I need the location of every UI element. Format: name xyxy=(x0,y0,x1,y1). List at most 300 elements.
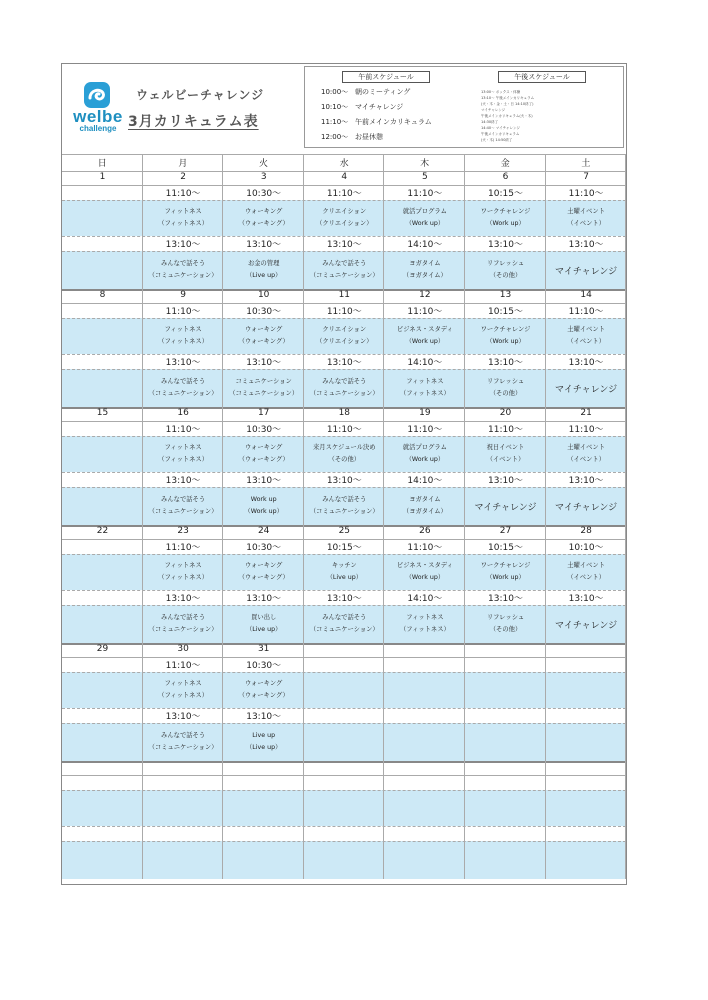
date-number: 20 xyxy=(499,408,512,418)
weekday-label: 日 xyxy=(97,159,107,169)
date-number: 30 xyxy=(177,644,189,654)
am-start-time: 10:30〜 xyxy=(246,307,282,317)
pm-schedule-row: (火・木・金・土・日 14:10終了) xyxy=(481,102,534,106)
am-activity-name: フィットネス xyxy=(164,562,202,569)
am-activity-category: （フィットネス） xyxy=(158,692,208,699)
am-activity-name: フィットネス xyxy=(164,444,202,451)
am-activity-cell xyxy=(62,790,143,826)
pm-time-cell xyxy=(546,826,627,841)
am-activity-category: （Work up） xyxy=(486,338,525,345)
pm-activity-name: ヨガタイム xyxy=(409,496,441,503)
pm-time-cell xyxy=(384,826,465,841)
pm-activity-name: みんなで話そう xyxy=(161,614,206,621)
am-activity-name: 祝日イベント xyxy=(486,444,525,451)
pm-schedule-row: 13:10〜 午後メインカリキュラム xyxy=(481,96,535,100)
date-number: 29 xyxy=(96,644,109,654)
pm-activity-name: みんなで話そう xyxy=(161,732,206,739)
pm-start-time: 13:10〜 xyxy=(165,358,201,368)
pm-activity-name: フィットネス xyxy=(406,614,444,621)
am-schedule-row: 10:00〜 朝のミーティング xyxy=(321,88,411,96)
am-start-time: 11:10〜 xyxy=(326,425,362,435)
pm-time-cell xyxy=(223,826,304,841)
am-activity-cell xyxy=(62,436,143,472)
curriculum-sheet xyxy=(61,63,627,885)
am-schedule-row: 10:10〜 マイチャレンジ xyxy=(321,103,404,111)
date-number: 4 xyxy=(341,172,348,182)
date-number: 24 xyxy=(257,526,270,536)
date-number: 15 xyxy=(96,408,109,418)
am-start-time: 11:10〜 xyxy=(407,425,443,435)
pm-time-cell xyxy=(465,708,546,723)
pm-start-time: 13:10〜 xyxy=(568,476,604,486)
pm-activity-name: Live up xyxy=(252,732,276,739)
date-cell xyxy=(546,761,627,775)
am-start-time: 11:10〜 xyxy=(568,189,604,199)
am-activity-cell xyxy=(62,318,143,354)
pm-start-time: 14:10〜 xyxy=(407,594,443,604)
pm-start-time: 13:10〜 xyxy=(246,594,282,604)
am-activity-cell xyxy=(546,790,627,826)
am-activity-category: （その他） xyxy=(328,456,361,463)
am-start-time: 10:15〜 xyxy=(488,543,523,553)
logo-word: welbe xyxy=(73,107,123,126)
am-activity-category: （イベント） xyxy=(567,574,605,581)
date-number: 14 xyxy=(580,290,592,300)
pm-time-cell xyxy=(62,708,143,723)
weekday-label: 土 xyxy=(581,159,591,169)
logo xyxy=(70,82,126,132)
am-time-cell xyxy=(143,775,224,790)
date-number: 19 xyxy=(419,408,431,418)
am-activity-cell xyxy=(465,790,546,826)
pm-start-time: 13:10〜 xyxy=(488,240,523,250)
am-time-cell xyxy=(465,657,546,672)
date-number: 8 xyxy=(99,290,106,300)
pm-schedule-row: 午後メインカリキュラム(火・木) xyxy=(481,114,533,118)
weekday-label: 火 xyxy=(258,159,268,169)
pm-activity-category: （ヨガタイム） xyxy=(402,508,447,515)
am-schedule-title: 午前スケジュール xyxy=(342,71,430,83)
pm-activity-name: マイチャレンジ xyxy=(555,503,618,513)
date-number: 18 xyxy=(338,408,351,418)
date-number: 5 xyxy=(422,172,428,182)
logo-subword: challenge xyxy=(79,124,117,133)
am-activity-name: ウォーキング xyxy=(245,444,283,451)
pm-schedule-row: 13:00〜 ボックス・体操 xyxy=(481,90,521,94)
pm-activity-category: （Work up） xyxy=(244,508,283,515)
pm-activity-name: 買い出し xyxy=(251,614,277,621)
date-cell xyxy=(304,761,385,775)
am-start-time: 11:10〜 xyxy=(568,307,604,317)
am-activity-name: ビジネス・スタディ xyxy=(396,562,453,569)
pm-activity-cell xyxy=(465,723,546,761)
am-activity-name: 土曜イベント xyxy=(567,562,605,569)
pm-start-time: 13:10〜 xyxy=(165,712,201,722)
pm-activity-name: お金の管理 xyxy=(247,260,280,267)
pm-start-time: 14:10〜 xyxy=(407,240,443,250)
pm-time-cell xyxy=(62,354,143,369)
pm-activity-cell xyxy=(62,251,143,289)
am-time-cell xyxy=(62,657,143,672)
am-start-time: 11:10〜 xyxy=(165,307,201,317)
am-time-cell xyxy=(62,185,143,200)
pm-start-time: 13:10〜 xyxy=(326,476,362,486)
grid-rule xyxy=(62,251,626,252)
pm-start-time: 13:10〜 xyxy=(326,358,362,368)
date-cell xyxy=(223,761,304,775)
grid-rule xyxy=(62,605,626,606)
pm-activity-name: みんなで話そう xyxy=(161,378,206,385)
grid-rule xyxy=(62,487,626,488)
am-activity-name: ウォーキング xyxy=(245,326,283,333)
pm-activity-cell xyxy=(62,841,143,879)
am-activity-cell xyxy=(62,554,143,590)
pm-start-time: 13:10〜 xyxy=(165,476,201,486)
pm-activity-name: マイチャレンジ xyxy=(474,503,537,513)
pm-schedule-row: 14:40〜 マイチャレンジ xyxy=(481,126,520,130)
am-start-time: 11:10〜 xyxy=(407,543,443,553)
am-start-time: 10:15〜 xyxy=(326,543,362,553)
grid-rule xyxy=(62,841,626,842)
pm-schedule-list xyxy=(481,89,621,143)
date-number: 27 xyxy=(499,526,512,536)
am-activity-name: フィットネス xyxy=(164,326,202,333)
date-number: 12 xyxy=(419,290,431,300)
grid-rule xyxy=(62,554,626,555)
pm-activity-cell xyxy=(384,841,465,879)
am-activity-category: （Work up） xyxy=(405,456,445,463)
am-activity-category: （Work up） xyxy=(405,220,445,227)
am-start-time: 10:30〜 xyxy=(246,189,282,199)
date-number: 31 xyxy=(257,644,270,654)
grid-rule xyxy=(62,200,626,201)
pm-activity-cell xyxy=(465,841,546,879)
sheet-header xyxy=(62,64,626,155)
am-time-cell xyxy=(465,775,546,790)
pm-activity-name: リフレッシュ xyxy=(486,378,525,385)
pm-activity-category: （コミュニケーション） xyxy=(309,272,379,279)
am-activity-name: 土曜イベント xyxy=(567,444,605,451)
pm-activity-cell xyxy=(62,605,143,643)
pm-activity-category: （コミュニケーション） xyxy=(148,626,218,633)
pm-start-time: 13:10〜 xyxy=(568,240,604,250)
am-time-cell xyxy=(62,303,143,318)
am-activity-category: （フィットネス） xyxy=(158,338,208,345)
am-activity-category: （ウォーキング） xyxy=(238,338,289,345)
date-number: 25 xyxy=(338,526,351,536)
pm-time-cell xyxy=(62,472,143,487)
am-time-cell xyxy=(223,775,304,790)
am-activity-category: （イベント） xyxy=(567,220,605,227)
page-title: 3月カリキュラム表 xyxy=(128,114,259,130)
am-start-time: 11:10〜 xyxy=(165,425,201,435)
date-number: 7 xyxy=(583,172,589,182)
pm-time-cell xyxy=(304,708,385,723)
pm-start-time: 13:10〜 xyxy=(568,594,604,604)
am-activity-name: クリエイション xyxy=(322,208,367,215)
pm-time-cell xyxy=(143,826,224,841)
pm-activity-category: （コミュニケーション） xyxy=(148,272,218,279)
pm-start-time: 13:10〜 xyxy=(165,594,201,604)
am-start-time: 10:10〜 xyxy=(568,543,604,553)
pm-time-cell xyxy=(465,826,546,841)
am-activity-category: （フィットネス） xyxy=(158,220,208,227)
am-activity-cell xyxy=(304,790,385,826)
am-activity-name: 就活プログラム xyxy=(402,208,447,215)
grid-rule xyxy=(62,318,626,319)
date-number: 21 xyxy=(580,408,592,418)
pm-activity-name: みんなで話そう xyxy=(322,378,367,385)
pm-time-cell xyxy=(546,708,627,723)
pm-activity-category: （コミュニケーション） xyxy=(309,508,379,515)
am-activity-cell xyxy=(465,672,546,708)
pm-schedule-row: マイチャレンジ xyxy=(481,108,506,112)
pm-schedule-row: 14:30終了 xyxy=(481,120,499,124)
date-number: 11 xyxy=(338,290,351,300)
pm-activity-category: （コミュニケーション） xyxy=(309,626,379,633)
pm-activity-name: みんなで話そう xyxy=(161,496,206,503)
am-start-time: 11:10〜 xyxy=(165,189,201,199)
pm-schedule-row: (火・木) 14:50終了 xyxy=(481,138,513,142)
pm-schedule-title: 午後スケジュール xyxy=(498,71,586,83)
pm-activity-category: （その他） xyxy=(489,272,522,279)
pm-activity-name: みんなで話そう xyxy=(322,614,367,621)
am-activity-name: 土曜イベント xyxy=(567,326,605,333)
am-time-cell xyxy=(546,775,627,790)
pm-activity-category: （その他） xyxy=(489,390,522,397)
am-activity-category: （フィットネス） xyxy=(158,574,208,581)
am-start-time: 11:10〜 xyxy=(407,189,443,199)
am-activity-category: （クリエイション） xyxy=(316,220,373,227)
date-number: 16 xyxy=(177,408,189,418)
pm-start-time: 13:10〜 xyxy=(165,240,201,250)
pm-start-time: 13:10〜 xyxy=(568,358,604,368)
am-activity-name: ウォーキング xyxy=(245,680,283,687)
am-activity-category: （Work up） xyxy=(405,338,445,345)
am-start-time: 11:10〜 xyxy=(568,425,604,435)
am-activity-name: ビジネス・スタディ xyxy=(396,326,453,333)
am-start-time: 11:10〜 xyxy=(165,543,201,553)
daily-schedule-box xyxy=(304,66,624,148)
pm-time-cell xyxy=(62,590,143,605)
am-activity-category: （Work up） xyxy=(405,574,445,581)
pm-activity-category: （Live up） xyxy=(245,272,282,279)
date-number: 22 xyxy=(96,526,109,536)
grid-rule xyxy=(62,672,626,673)
pm-activity-category: （フィットネス） xyxy=(399,626,450,633)
pm-start-time: 13:10〜 xyxy=(246,476,282,486)
grid-rule xyxy=(62,154,626,155)
am-activity-name: 就活プログラム xyxy=(402,444,447,451)
weekday-label: 月 xyxy=(178,159,188,169)
am-time-cell xyxy=(304,657,385,672)
pm-activity-category: （コミュニケーション） xyxy=(148,508,218,515)
am-schedule-row: 11:10〜 午前メインカリキュラム xyxy=(321,118,432,126)
am-activity-category: （ウォーキング） xyxy=(238,456,289,463)
am-start-time: 10:30〜 xyxy=(246,661,282,671)
am-time-cell xyxy=(384,775,465,790)
am-activity-cell xyxy=(223,790,304,826)
pm-activity-cell xyxy=(223,841,304,879)
grid-rule xyxy=(62,723,626,724)
date-cell xyxy=(384,643,465,657)
pm-start-time: 13:10〜 xyxy=(488,476,523,486)
pm-activity-cell xyxy=(384,723,465,761)
am-activity-cell xyxy=(62,200,143,236)
am-activity-cell xyxy=(62,672,143,708)
am-schedule-row: 12:00〜 お昼休憩 xyxy=(321,133,383,141)
date-number: 23 xyxy=(177,526,189,536)
logo-mark-icon xyxy=(84,82,110,108)
am-time-cell xyxy=(62,539,143,554)
am-activity-cell xyxy=(143,790,224,826)
am-activity-name: ワークチャレンジ xyxy=(480,562,531,569)
pm-activity-name: みんなで話そう xyxy=(161,260,206,267)
date-number: 28 xyxy=(580,526,592,536)
weekday-label: 水 xyxy=(339,159,349,169)
pm-activity-name: フィットネス xyxy=(406,378,444,385)
pm-activity-cell xyxy=(62,369,143,407)
am-activity-name: ワークチャレンジ xyxy=(480,326,531,333)
date-number: 10 xyxy=(257,290,270,300)
am-activity-name: ウォーキング xyxy=(245,562,283,569)
pm-schedule-row: 午後メインカリキュラム xyxy=(481,132,520,136)
pm-activity-name: リフレッシュ xyxy=(486,260,525,267)
pm-start-time: 13:10〜 xyxy=(246,358,282,368)
pm-activity-cell xyxy=(304,841,385,879)
pm-activity-category: （その他） xyxy=(489,626,522,633)
pm-time-cell xyxy=(384,708,465,723)
am-activity-category: （ウォーキング） xyxy=(238,574,289,581)
pm-activity-name: みんなで話そう xyxy=(322,496,367,503)
am-activity-name: ワークチャレンジ xyxy=(480,208,531,215)
date-cell xyxy=(304,643,385,657)
pm-start-time: 13:10〜 xyxy=(246,712,282,722)
date-number: 26 xyxy=(419,526,431,536)
pm-activity-cell xyxy=(143,841,224,879)
am-time-cell xyxy=(384,657,465,672)
am-activity-category: （クリエイション） xyxy=(316,338,373,345)
program-title: ウェルビーチャレンジ xyxy=(136,88,265,102)
pm-time-cell xyxy=(62,236,143,251)
grid-rule xyxy=(62,436,626,437)
am-activity-category: （Work up） xyxy=(486,574,525,581)
grid-rule xyxy=(62,826,626,827)
grid-rule xyxy=(62,790,626,791)
am-time-cell xyxy=(304,775,385,790)
pm-start-time: 14:10〜 xyxy=(407,476,443,486)
am-activity-cell xyxy=(304,672,385,708)
date-cell xyxy=(62,761,143,775)
am-activity-name: ウォーキング xyxy=(245,208,283,215)
pm-activity-category: （コミュニケーション） xyxy=(309,390,379,397)
am-start-time: 11:10〜 xyxy=(165,661,201,671)
pm-time-cell xyxy=(304,826,385,841)
am-activity-cell xyxy=(384,672,465,708)
weekday-label: 金 xyxy=(500,159,510,169)
pm-activity-name: マイチャレンジ xyxy=(555,267,618,277)
date-number: 17 xyxy=(257,408,270,418)
pm-activity-category: （Live up） xyxy=(245,744,282,751)
pm-start-time: 13:10〜 xyxy=(488,358,523,368)
am-time-cell xyxy=(62,421,143,436)
date-cell xyxy=(465,761,546,775)
am-activity-cell xyxy=(384,790,465,826)
pm-activity-cell xyxy=(62,723,143,761)
pm-start-time: 13:10〜 xyxy=(246,240,282,250)
date-cell xyxy=(465,643,546,657)
weekday-label: 木 xyxy=(420,159,430,169)
pm-activity-category: （コミュニケーション） xyxy=(148,744,218,751)
am-activity-name: 来月スケジュール決め xyxy=(313,444,376,451)
date-number: 2 xyxy=(180,172,186,182)
date-number: 13 xyxy=(499,290,512,300)
pm-activity-category: （コミュニケーション） xyxy=(229,390,299,397)
pm-start-time: 13:10〜 xyxy=(488,594,523,604)
am-activity-name: 土曜イベント xyxy=(567,208,605,215)
date-cell xyxy=(384,761,465,775)
am-activity-category: （イベント） xyxy=(486,456,525,463)
am-activity-category: （イベント） xyxy=(567,338,605,345)
date-cell xyxy=(546,643,627,657)
pm-start-time: 13:10〜 xyxy=(326,240,362,250)
date-number: 1 xyxy=(99,172,106,182)
am-activity-category: （ウォーキング） xyxy=(238,220,289,227)
pm-activity-name: ヨガタイム xyxy=(409,260,441,267)
am-start-time: 10:30〜 xyxy=(246,425,282,435)
am-start-time: 11:10〜 xyxy=(407,307,443,317)
am-start-time: 10:15〜 xyxy=(488,307,523,317)
pm-activity-category: （Live up） xyxy=(245,626,282,633)
am-activity-category: （Work up） xyxy=(486,220,525,227)
am-time-cell xyxy=(546,657,627,672)
am-activity-name: キッチン xyxy=(331,562,357,569)
am-activity-category: （イベント） xyxy=(567,456,605,463)
am-activity-category: （Live up） xyxy=(326,574,363,581)
grid-rule xyxy=(62,775,626,776)
pm-activity-cell xyxy=(546,723,627,761)
pm-activity-category: （コミュニケーション） xyxy=(148,390,218,397)
am-start-time: 11:10〜 xyxy=(326,189,362,199)
am-activity-category: （ウォーキング） xyxy=(238,692,289,699)
pm-activity-category: （フィットネス） xyxy=(399,390,450,397)
am-start-time: 11:10〜 xyxy=(488,425,523,435)
pm-activity-cell xyxy=(546,841,627,879)
pm-start-time: 14:10〜 xyxy=(407,358,443,368)
am-time-cell xyxy=(62,775,143,790)
pm-start-time: 13:10〜 xyxy=(326,594,362,604)
am-activity-cell xyxy=(546,672,627,708)
am-start-time: 11:10〜 xyxy=(326,307,362,317)
am-start-time: 10:30〜 xyxy=(246,543,282,553)
pm-activity-cell xyxy=(304,723,385,761)
pm-activity-cell xyxy=(62,487,143,525)
am-activity-name: フィットネス xyxy=(164,208,202,215)
pm-activity-name: Work up xyxy=(250,496,277,503)
am-schedule-list xyxy=(321,87,481,147)
pm-activity-category: （ヨガタイム） xyxy=(402,272,447,279)
date-number: 3 xyxy=(260,172,267,182)
am-activity-category: （フィットネス） xyxy=(158,456,208,463)
pm-activity-name: リフレッシュ xyxy=(486,614,525,621)
am-activity-name: クリエイション xyxy=(322,326,367,333)
grid-rule xyxy=(62,369,626,370)
pm-activity-name: コミュニケーション xyxy=(235,378,292,385)
am-activity-name: フィットネス xyxy=(164,680,202,687)
date-number: 9 xyxy=(180,290,186,300)
date-number: 6 xyxy=(502,172,509,182)
pm-activity-name: マイチャレンジ xyxy=(555,621,618,631)
